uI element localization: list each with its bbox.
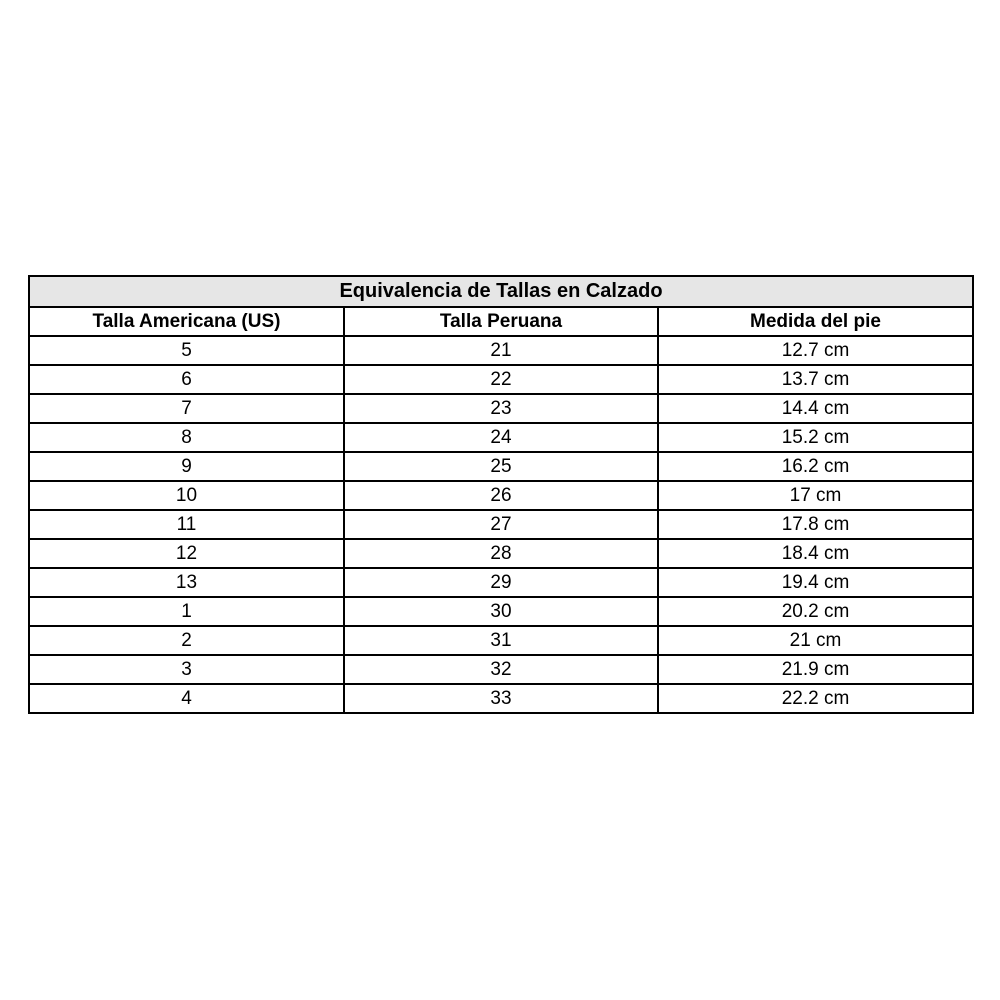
table-row: [29, 626, 973, 655]
cell-medida-del-pie: 21 cm: [658, 626, 973, 655]
table-title-row: [29, 276, 973, 307]
cell-talla-peruana: 24: [344, 423, 658, 452]
cell-talla-americana: 6: [29, 365, 344, 394]
cell-talla-peruana: 28: [344, 539, 658, 568]
table-title: Equivalencia de Tallas en Calzado: [29, 276, 973, 307]
table-row: [29, 423, 973, 452]
table-row: [29, 684, 973, 713]
cell-medida-del-pie: 22.2 cm: [658, 684, 973, 713]
cell-talla-peruana: 23: [344, 394, 658, 423]
cell-talla-americana: 2: [29, 626, 344, 655]
cell-medida-del-pie: 17.8 cm: [658, 510, 973, 539]
cell-medida-del-pie: 16.2 cm: [658, 452, 973, 481]
cell-talla-peruana: 27: [344, 510, 658, 539]
table-row: [29, 336, 973, 365]
cell-medida-del-pie: 15.2 cm: [658, 423, 973, 452]
cell-medida-del-pie: 18.4 cm: [658, 539, 973, 568]
cell-talla-americana: 13: [29, 568, 344, 597]
cell-talla-americana: 8: [29, 423, 344, 452]
cell-talla-americana: 5: [29, 336, 344, 365]
cell-talla-americana: 3: [29, 655, 344, 684]
column-header-talla-americana: Talla Americana (US): [29, 307, 344, 336]
table-row: [29, 452, 973, 481]
cell-talla-americana: 12: [29, 539, 344, 568]
cell-talla-peruana: 33: [344, 684, 658, 713]
cell-talla-americana: 1: [29, 597, 344, 626]
cell-talla-peruana: 26: [344, 481, 658, 510]
cell-medida-del-pie: 12.7 cm: [658, 336, 973, 365]
cell-medida-del-pie: 20.2 cm: [658, 597, 973, 626]
shoe-size-table: [28, 275, 974, 714]
table-row: [29, 365, 973, 394]
cell-medida-del-pie: 19.4 cm: [658, 568, 973, 597]
cell-talla-americana: 11: [29, 510, 344, 539]
column-header-talla-peruana: Talla Peruana: [344, 307, 658, 336]
cell-talla-americana: 7: [29, 394, 344, 423]
table-row: [29, 510, 973, 539]
table-row: [29, 481, 973, 510]
cell-talla-peruana: 32: [344, 655, 658, 684]
cell-medida-del-pie: 17 cm: [658, 481, 973, 510]
cell-talla-americana: 10: [29, 481, 344, 510]
table-row: [29, 539, 973, 568]
cell-talla-americana: 4: [29, 684, 344, 713]
cell-medida-del-pie: 21.9 cm: [658, 655, 973, 684]
table-row: [29, 394, 973, 423]
table-header-row: [29, 307, 973, 336]
cell-medida-del-pie: 14.4 cm: [658, 394, 973, 423]
cell-talla-peruana: 31: [344, 626, 658, 655]
table-row: [29, 568, 973, 597]
cell-talla-peruana: 29: [344, 568, 658, 597]
cell-talla-peruana: 21: [344, 336, 658, 365]
table-row: [29, 597, 973, 626]
cell-talla-americana: 9: [29, 452, 344, 481]
cell-talla-peruana: 22: [344, 365, 658, 394]
cell-talla-peruana: 30: [344, 597, 658, 626]
column-header-medida-del-pie: Medida del pie: [658, 307, 973, 336]
cell-medida-del-pie: 13.7 cm: [658, 365, 973, 394]
table-row: [29, 655, 973, 684]
cell-talla-peruana: 25: [344, 452, 658, 481]
